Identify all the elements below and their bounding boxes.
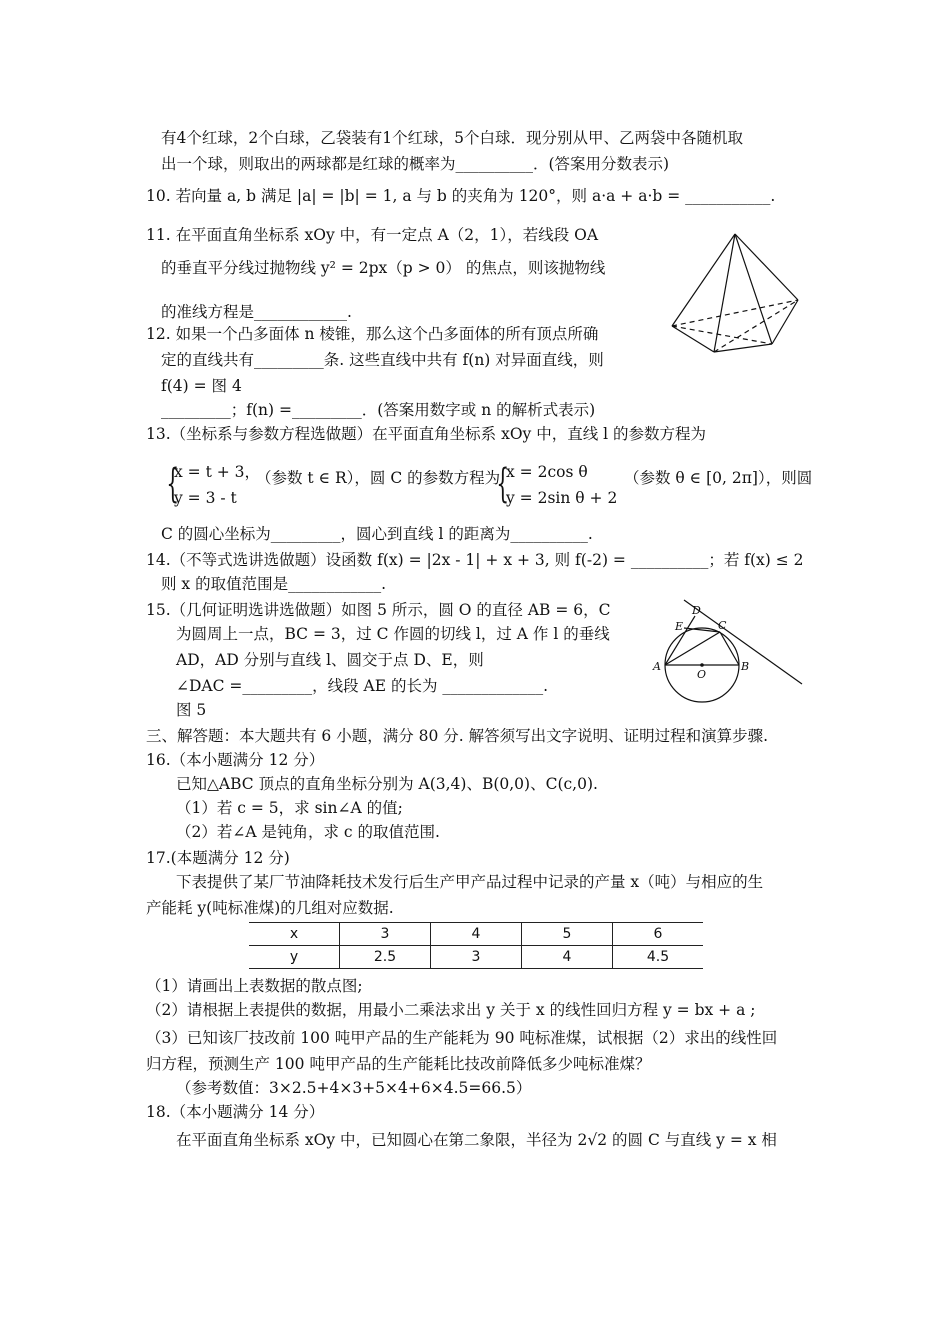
label-e: E — [675, 620, 684, 633]
p13-brace-right: { — [496, 461, 510, 507]
table-cell: 4 — [431, 923, 522, 946]
table-row — [249, 923, 703, 946]
p10-line: 10. 若向量 a, b 满足 |a| = |b| = 1, a 与 b 的夹角为 120°，则 a·a + a·b = ___________. — [146, 187, 776, 205]
p17-line1: 下表提供了某厂节油降耗技术发行后生产甲产品过程中记录的产量 x（吨）与相应的生 — [176, 873, 764, 891]
label-a: A — [653, 660, 661, 673]
table-cell: 4 — [522, 946, 613, 969]
table-cell-header: x — [249, 923, 340, 946]
table-cell: 3 — [431, 946, 522, 969]
p18-header: 18.（本小题满分 14 分） — [146, 1103, 325, 1121]
table-cell: 2.5 — [340, 946, 431, 969]
p17-line2: 产能耗 y(吨标准煤)的几组对应数据. — [146, 899, 394, 917]
p13-brace-left: { — [166, 461, 180, 507]
p11-line3: 的准线方程是____________. — [161, 303, 352, 321]
table-cell: 5 — [522, 923, 613, 946]
base-edge — [772, 300, 798, 344]
pyramid-edge — [735, 234, 798, 300]
p17-part2: （2）请根据上表提供的数据，用最小二乘法求出 y 关于 x 的线性回归方程 y = bx + a ; — [146, 1001, 756, 1019]
p13-mid: （参数 t ∈ R），圆 C 的参数方程为 — [256, 469, 501, 487]
data-table — [249, 922, 703, 969]
p13-line1: 13.（坐标系与参数方程选做题）在平面直角坐标系 xOy 中，直线 l 的参数方程为 — [146, 425, 707, 443]
p13-tail: （参数 θ ∈ [0, 2π]），则圆 — [624, 469, 813, 487]
p16-line1: 已知△ABC 顶点的直角坐标分别为 A(3,4)、B(0,0)、C(c,0). — [176, 775, 598, 793]
p14-line1: 14.（不等式选讲选做题）设函数 f(x) = |2x - 1| + x + 3, 则 f(-2) = __________；若 f(x) ≤ 2 — [146, 551, 804, 569]
label-c: C — [718, 619, 727, 632]
base-edge — [714, 344, 772, 352]
section-3-header: 三、解答题：本大题共有 6 小题，满分 80 分. 解答须写出文字说明、证明过程和演算步骤. — [146, 727, 769, 745]
hidden-diagonal — [714, 300, 798, 352]
p13-circle-y: y = 2sin θ + 2 — [506, 489, 618, 507]
p12-line4: _________；f(n) =_________．(答案用数字或 n 的解析式表示) — [161, 401, 596, 419]
p17-header: 17.(本题满分 12 分) — [146, 849, 290, 867]
figure-5-caption: 图 5 — [176, 701, 207, 719]
p13-circle-x: x = 2cos θ — [506, 463, 588, 481]
table-cell-header: y — [249, 946, 340, 969]
label-d: D — [692, 604, 701, 617]
p14-line2: 则 x 的取值范围是____________. — [161, 575, 387, 593]
center-dot — [700, 663, 704, 667]
p15-line4: ∠DAC =_________，线段 AE 的长为 _____________. — [176, 677, 549, 695]
p15-line1: 15.（几何证明选讲选做题）如图 5 所示，圆 O 的直径 AB = 6，C — [146, 601, 611, 619]
label-o: O — [697, 668, 707, 681]
table-cell: 4.5 — [613, 946, 704, 969]
p18-line1: 在平面直角坐标系 xOy 中，已知圆心在第二象限，半径为 2√2 的圆 C 与直线 y = x 相 — [176, 1131, 777, 1149]
p12-line3: f(4) = 图 4 — [161, 377, 242, 395]
p15-line2: 为圆周上一点，BC = 3，过 C 作圆的切线 l，过 A 作 l 的垂线 — [176, 625, 610, 643]
p17-reference: （参考数值：3×2.5+4×3+5×4+6×4.5=66.5） — [176, 1079, 532, 1097]
p13-line-y: y = 3 - t — [174, 489, 237, 507]
p16-header: 16.（本小题满分 12 分） — [146, 751, 325, 769]
p12-line2: 定的直线共有_________条. 这些直线中共有 f(n) 对异面直线，则 — [161, 351, 604, 369]
p9-line1: 有4个红球，2个白球，乙袋装有1个红球，5个白球．现分别从甲、乙两袋中各随机取 — [161, 129, 743, 147]
label-b: B — [741, 660, 750, 673]
table-cell: 3 — [340, 923, 431, 946]
p12-line1: 12. 如果一个凸多面体 n 棱锥，那么这个凸多面体的所有顶点所确 — [146, 325, 599, 343]
p13-line-last: C 的圆心坐标为_________，圆心到直线 l 的距离为__________. — [161, 525, 593, 543]
p17-part3-line1: （3）已知该厂技改前 100 吨甲产品的生产能耗为 90 吨标准煤，试根据（2）求出的线性回 — [146, 1029, 778, 1047]
segment-ac — [665, 632, 720, 665]
p9-line2: 出一个球，则取出的两球都是红球的概率为__________．(答案用分数表示) — [161, 155, 670, 173]
table-cell: 6 — [613, 923, 704, 946]
p11-line1: 11. 在平面直角坐标系 xOy 中，有一定点 A（2，1），若线段 OA — [146, 226, 599, 244]
p16-part2: （2）若∠A 是钝角，求 c 的取值范围. — [176, 823, 440, 841]
p17-part1: （1）请画出上表数据的散点图; — [146, 977, 363, 995]
p16-part1: （1）若 c = 5，求 sin∠A 的值; — [176, 799, 403, 817]
hidden-edge — [672, 300, 798, 326]
p11-line2: 的垂直平分线过抛物线 y² = 2px（p > 0） 的焦点，则该抛物线 — [161, 259, 606, 277]
p17-part3-line2: 归方程，预测生产 100 吨甲产品的生产能耗比技改前降低多少吨标准煤？ — [146, 1055, 651, 1073]
figure-4-pyramid — [660, 228, 810, 358]
p13-line-x: x = t + 3， — [174, 463, 261, 481]
pyramid-edge — [672, 234, 735, 326]
figure-5-circle — [650, 598, 810, 718]
p15-line3: AD，AD 分别与直线 l、圆交于点 D、E，则 — [176, 651, 484, 669]
table-row — [249, 946, 703, 969]
